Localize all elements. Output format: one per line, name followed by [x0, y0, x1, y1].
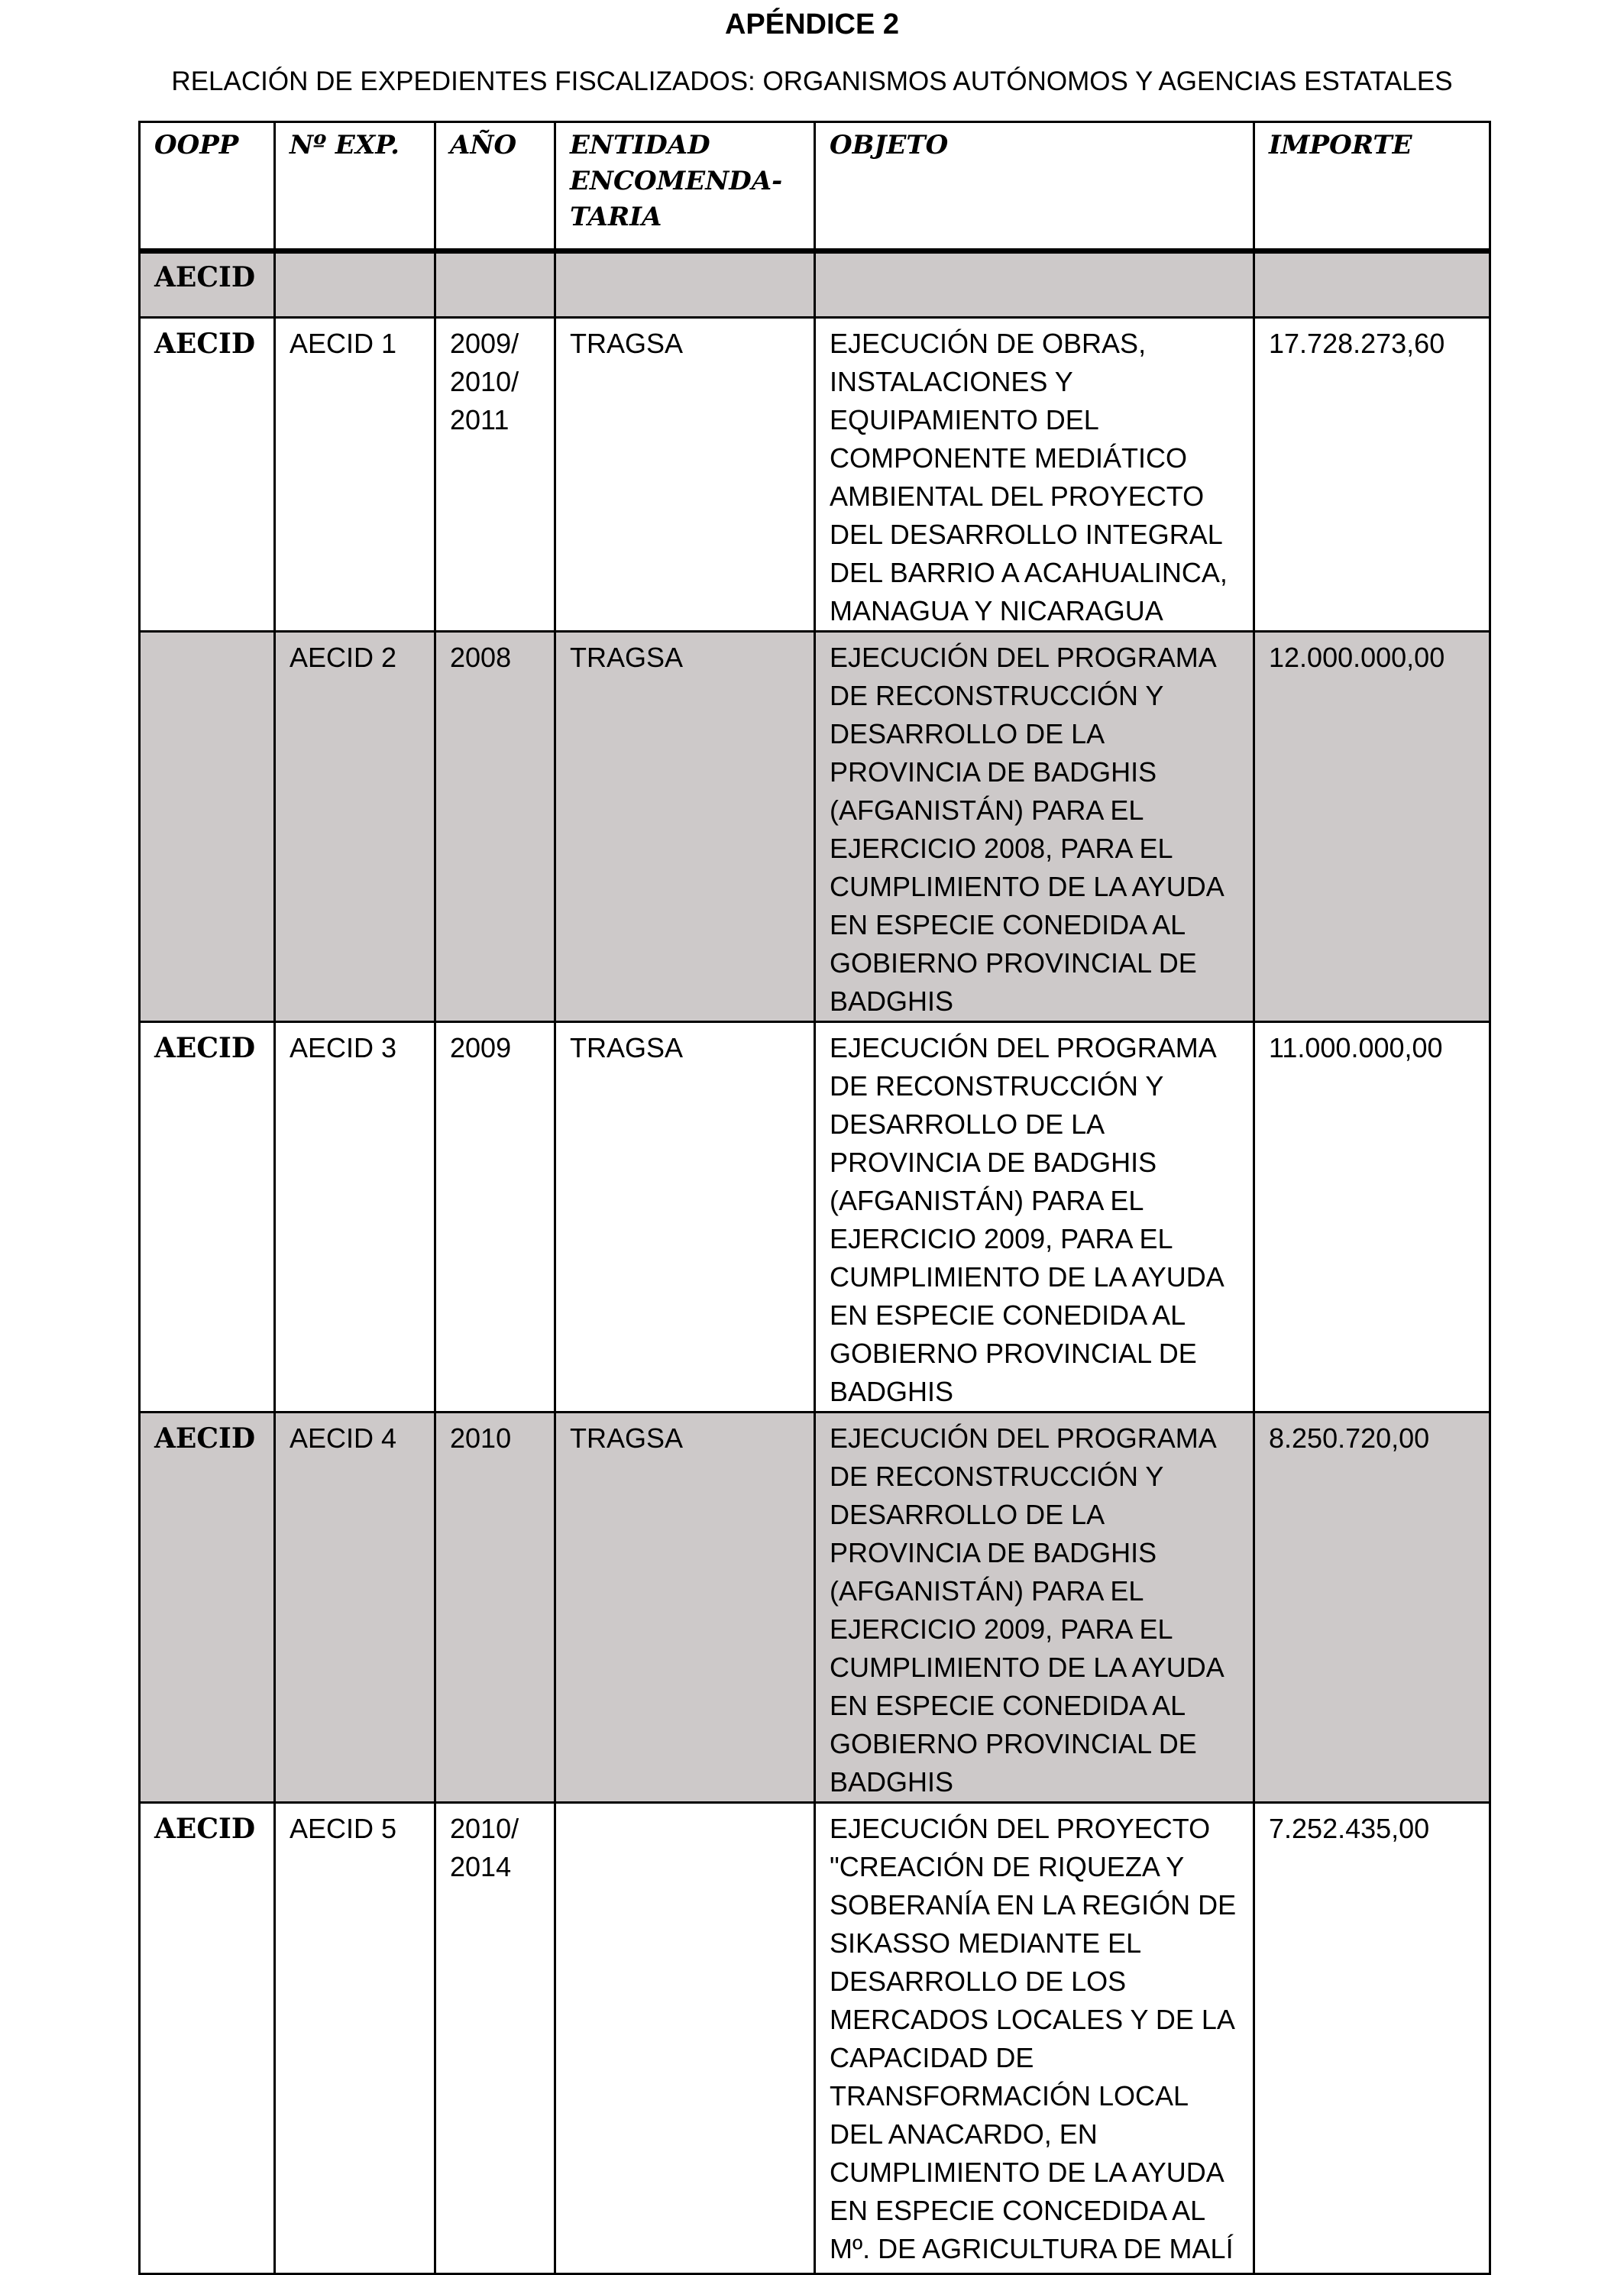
group-row — [140, 251, 1490, 318]
table-header-row — [140, 122, 1490, 251]
cell-nexp: AECID 1 — [275, 318, 435, 632]
cell-objeto: EJECUCIÓN DEL PROGRAMA DE RECONSTRUCCIÓN Y DESARROLLO DE LA PROVINCIA DE BADGHIS (AFGANISTÁN) PARA EL EJERCICIO 2009, PARA EL CUMPLIMIENTO DE LA AYUDA EN ESPECIE CONEDIDA AL GOBIERNO PROVINCIAL DE BADGHIS — [815, 1022, 1254, 1413]
header-importe: IMPORTE — [1254, 122, 1490, 251]
page-subtitle: RELACIÓN DE EXPEDIENTES FISCALIZADOS: ORGANISMOS AUTÓNOMOS Y AGENCIAS ESTATALES — [171, 66, 1453, 96]
cell-oopp — [140, 632, 275, 1022]
cell-nexp: AECID 3 — [275, 1022, 435, 1413]
cell-anio: 2008 — [435, 632, 555, 1022]
cell-importe: 17.728.273,60 — [1254, 318, 1490, 632]
cell-objeto: EJECUCIÓN DEL PROGRAMA DE RECONSTRUCCIÓN Y DESARROLLO DE LA PROVINCIA DE BADGHIS (AFGANISTÁN) PARA EL EJERCICIO 2008, PARA EL CUMPLIMIENTO DE LA AYUDA EN ESPECIE CONEDIDA AL GOBIERNO PROVINCIAL DE BADGHIS — [815, 632, 1254, 1022]
table-row — [140, 318, 1490, 632]
header-entidad: ENTIDAD ENCOMENDA-TARIA — [555, 122, 815, 251]
cell-entidad: TRAGSA — [555, 318, 815, 632]
cell-entidad: TRAGSA — [555, 1413, 815, 1803]
cell-oopp: AECID — [140, 1413, 275, 1803]
cell-importe: 8.250.720,00 — [1254, 1413, 1490, 1803]
header-objeto: OBJETO — [815, 122, 1254, 251]
table-row — [140, 1413, 1490, 1803]
cell-objeto: EJECUCIÓN DEL PROYECTO "CREACIÓN DE RIQUEZA Y SOBERANÍA EN LA REGIÓN DE SIKASSO MEDIANTE EL DESARROLLO DE LOS MERCADOS LOCALES Y DE LA CAPACIDAD DE TRANSFORMACIÓN LOCAL DEL ANACARDO, EN CUMPLIMIENTO DE LA AYUDA EN ESPECIE CONCEDIDA AL Mº. DE AGRICULTURA DE MALÍ — [815, 1803, 1254, 2274]
cell-importe: 7.252.435,00 — [1254, 1803, 1490, 2274]
group-empty-cell — [435, 251, 555, 318]
table-row — [140, 1022, 1490, 1413]
table-row — [140, 1803, 1490, 2274]
cell-entidad: TRAGSA — [555, 1022, 815, 1413]
header-nexp: Nº EXP. — [275, 122, 435, 251]
cell-oopp: AECID — [140, 318, 275, 632]
cell-nexp: AECID 4 — [275, 1413, 435, 1803]
group-label: AECID — [140, 251, 275, 318]
cell-importe: 12.000.000,00 — [1254, 632, 1490, 1022]
cell-anio: 2010/ 2014 — [435, 1803, 555, 2274]
page-title: APÉNDICE 2 — [724, 8, 900, 40]
cell-objeto: EJECUCIÓN DE OBRAS, INSTALACIONES Y EQUIPAMIENTO DEL COMPONENTE MEDIÁTICO AMBIENTAL DEL PROYECTO DEL DESARROLLO INTEGRAL DEL BARRIO A ACAHUALINCA, MANAGUA Y NICARAGUA — [815, 318, 1254, 632]
cell-objeto: EJECUCIÓN DEL PROGRAMA DE RECONSTRUCCIÓN Y DESARROLLO DE LA PROVINCIA DE BADGHIS (AFGANISTÁN) PARA EL EJERCICIO 2009, PARA EL CUMPLIMIENTO DE LA AYUDA EN ESPECIE CONEDIDA AL GOBIERNO PROVINCIAL DE BADGHIS — [815, 1413, 1254, 1803]
cell-importe: 11.000.000,00 — [1254, 1022, 1490, 1413]
group-empty-cell — [815, 251, 1254, 318]
header-oopp: OOPP — [140, 122, 275, 251]
cell-oopp: AECID — [140, 1803, 275, 2274]
expedientes-table — [138, 121, 1491, 2275]
cell-nexp: AECID 5 — [275, 1803, 435, 2274]
cell-entidad — [555, 1803, 815, 2274]
group-empty-cell — [275, 251, 435, 318]
header-anio: AÑO — [435, 122, 555, 251]
table-row — [140, 632, 1490, 1022]
cell-oopp: AECID — [140, 1022, 275, 1413]
cell-anio: 2009/ 2010/ 2011 — [435, 318, 555, 632]
group-empty-cell — [555, 251, 815, 318]
cell-anio: 2010 — [435, 1413, 555, 1803]
cell-entidad: TRAGSA — [555, 632, 815, 1022]
cell-anio: 2009 — [435, 1022, 555, 1413]
group-empty-cell — [1254, 251, 1490, 318]
cell-nexp: AECID 2 — [275, 632, 435, 1022]
